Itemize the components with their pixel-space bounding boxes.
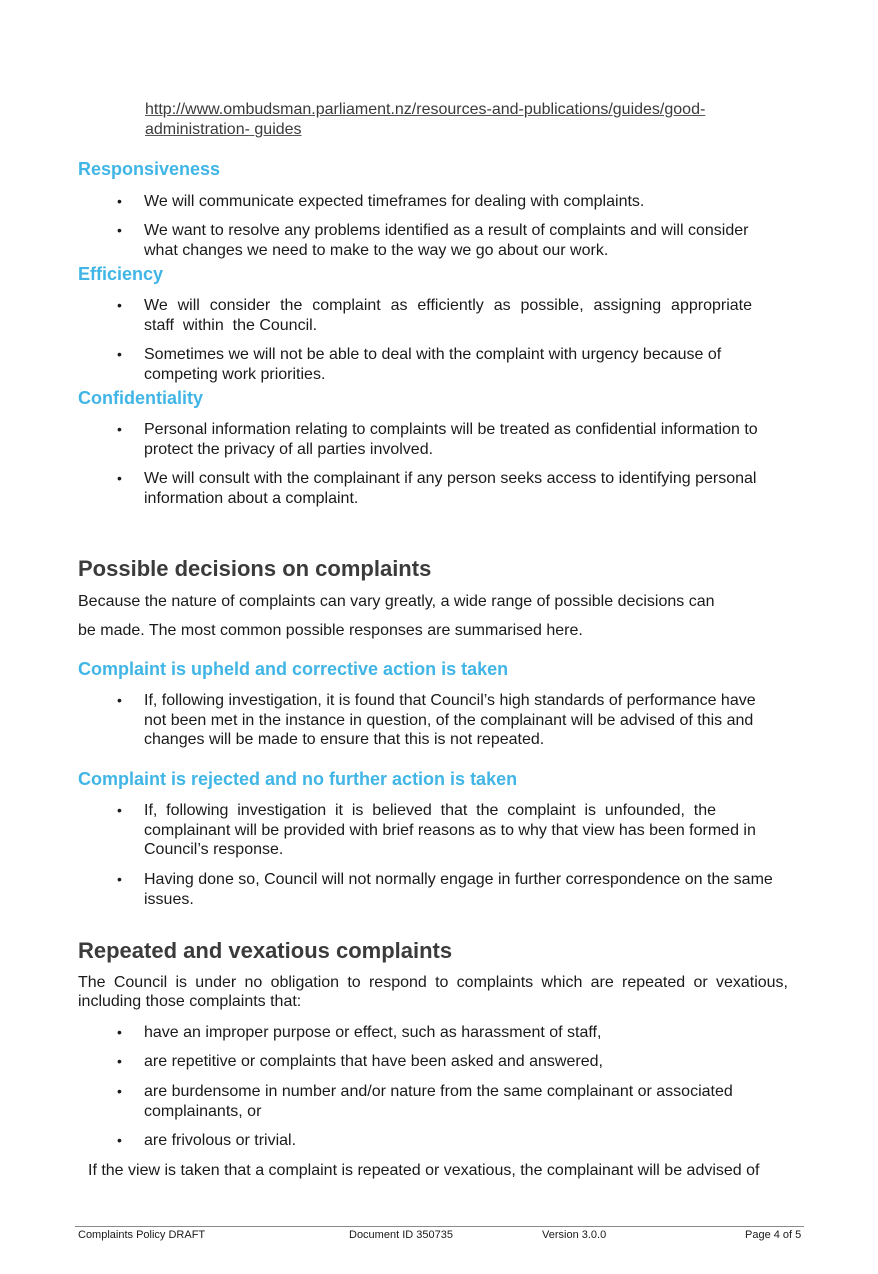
footer-divider	[75, 1226, 804, 1227]
list-item-text: are repetitive or complaints that have been asked and answered,	[144, 1053, 603, 1070]
list-item-text: information about a complaint.	[144, 489, 359, 507]
bullet-icon: •	[117, 421, 122, 437]
list-item-text: are burdensome in number and/or nature from the same complainant or associated	[144, 1083, 733, 1100]
bullet-icon: •	[117, 1132, 122, 1148]
bullet-icon: •	[117, 1053, 122, 1069]
link-part-a: administration-	[145, 121, 250, 138]
list-item-text: Having done so, Council will not normally engage in further correspondence on the same	[144, 871, 773, 888]
list-item-text: If, following investigation, it is found that Council’s high standards of performance have	[144, 692, 756, 709]
list-item-text: issues.	[144, 890, 194, 908]
ombudsman-guide-link-cont[interactable]	[145, 121, 302, 139]
paragraph: be made. The most common possible responses are summarised here.	[78, 622, 583, 639]
link-part-b: guides	[254, 121, 302, 138]
bullet-icon: •	[117, 222, 122, 238]
bullet-icon: •	[117, 692, 122, 708]
list-item-text: complainants, or	[144, 1102, 262, 1120]
bullet-icon: •	[117, 193, 122, 209]
list-item-text: We will consult with the complainant if any person seeks access to identifying personal	[144, 470, 757, 487]
list-item-text: We want to resolve any problems identified as a result of complaints and will consider	[144, 222, 749, 239]
list-item-text: are frivolous or trivial.	[144, 1132, 297, 1149]
heading-confidentiality: Confidentiality	[78, 388, 203, 408]
bullet-icon: •	[117, 1024, 122, 1040]
list-item-text: Personal information relating to complaints will be treated as confidential information to	[144, 421, 758, 438]
paragraph: including those complaints that:	[78, 993, 302, 1010]
bullet-icon: •	[117, 297, 122, 313]
list-item-text: Council’s response.	[144, 841, 284, 858]
bullet-icon: •	[117, 802, 122, 818]
paragraph: Because the nature of complaints can vary greatly, a wide range of possible decisions can	[78, 593, 715, 610]
bullet-icon: •	[117, 1083, 122, 1099]
list-item-text: Sometimes we will not be able to deal with the complaint with urgency because of	[144, 346, 722, 363]
ombudsman-guide-link[interactable]: http://www.ombudsman.parliament.nz/resources-and-publications/guides/good-	[145, 101, 706, 118]
bullet-icon: •	[117, 470, 122, 486]
list-item-text: If, following investigation it is believed that the complaint is unfounded, the	[144, 802, 716, 819]
footer-document-id: Document ID 350735	[349, 1229, 453, 1241]
list-item-text: what changes we need to make to the way we go about our work.	[144, 241, 609, 259]
list-item-text: We will communicate expected timeframes for dealing with complaints.	[144, 193, 645, 210]
paragraph: If the view is taken that a complaint is repeated or vexatious, the complainant will be advised of	[88, 1162, 760, 1179]
footer-version: Version 3.0.0	[542, 1229, 607, 1241]
footer-title: Complaints Policy DRAFT	[78, 1229, 206, 1241]
list-item-text: protect the privacy of all parties involved.	[144, 440, 434, 458]
list-item-text: We will consider the complaint as efficiently as possible, assigning appropriate	[144, 297, 752, 314]
list-item-text: have an improper purpose or effect, such as harassment of staff,	[144, 1024, 602, 1041]
heading-possible-decisions: Possible decisions on complaints	[78, 556, 432, 581]
heading-efficiency: Efficiency	[78, 264, 164, 284]
footer-page-number: Page 4 of 5	[745, 1229, 802, 1241]
list-item-text: changes will be made to ensure that this is not repeated.	[144, 731, 545, 748]
list-item-text: not been met in the instance in question, of the complainant will be advised of this and	[144, 711, 754, 729]
list-item-text: complainant will be provided with brief reasons as to why that view has been formed in	[144, 821, 756, 839]
paragraph: The Council is under no obligation to respond to complaints which are repeated or vexatious,	[78, 974, 788, 991]
heading-complaint-rejected: Complaint is rejected and no further action is taken	[78, 769, 518, 789]
heading-repeated-vexatious: Repeated and vexatious complaints	[78, 938, 453, 963]
bullet-icon: •	[117, 346, 122, 362]
heading-responsiveness: Responsiveness	[78, 159, 221, 179]
heading-complaint-upheld: Complaint is upheld and corrective action is taken	[78, 659, 509, 679]
list-item-text: competing work priorities.	[144, 365, 326, 383]
bullet-icon: •	[117, 871, 122, 887]
list-item-text: staff within the Council.	[144, 316, 318, 334]
